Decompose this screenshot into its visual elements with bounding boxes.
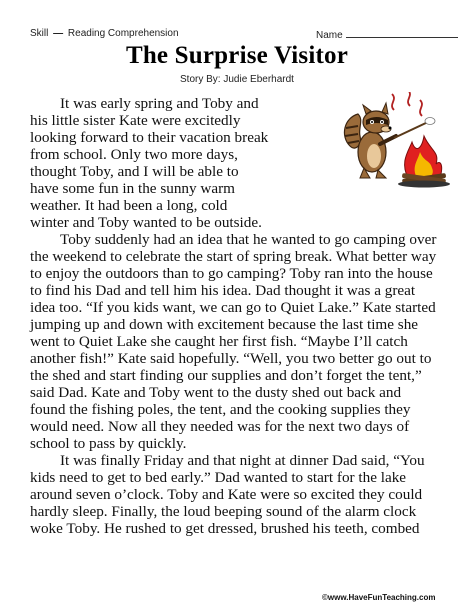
story-line: went to Quiet Lake she caught her first fish. “Maybe I’ll catch [30, 333, 408, 350]
story-line: winter and Toby wanted to be outside. [30, 214, 262, 231]
name-blank-line[interactable] [346, 28, 458, 38]
story-line: would need. Now all they needed was for the next two days of [30, 418, 410, 435]
story-line: another fish!” Kate said hopefully. “Well, you two better go out to [30, 350, 432, 367]
site-credit: ©www.HaveFunTeaching.com [322, 593, 436, 602]
story-line: said Dad. Kate and Toby went to the dusty shed out back and [30, 384, 402, 401]
skill-value: Reading Comprehension [67, 28, 179, 39]
story-line: idea too. “If you kids want, we can go to Quiet Lake.” Kate started [30, 299, 436, 316]
story-title: The Surprise Visitor [125, 42, 349, 69]
story-line: jumping up and down with excitement because the last time she [30, 316, 419, 333]
story-line: looking forward to their vacation break [30, 129, 269, 146]
story-line: It was early spring and Toby and [60, 95, 259, 112]
campfire-icon [398, 136, 450, 188]
story-line: the shed and start finding our supplies and don’t forget the tent,” [30, 367, 422, 384]
story-line: around seven o’clock. Toby and Kate were so excited they could [30, 486, 423, 503]
story-line: from school. Only two more days, [30, 146, 238, 163]
skill-label: Skill [30, 28, 49, 39]
story-line: his little sister Kate were excitedly [30, 112, 241, 129]
story-line: thought Toby, and I will be able to [30, 163, 239, 180]
story-line: hardly sleep. Finally, the loud beeping sound of the alarm clock [30, 503, 417, 520]
story-line: school to pass by quickly. [30, 435, 187, 452]
smoke-icon [392, 92, 422, 116]
name-field [316, 28, 458, 41]
story-line: weather. It had been a long, cold [30, 197, 228, 214]
skill-label-row [30, 28, 179, 39]
raccoon-campfire-illustration [336, 92, 454, 188]
story-line: found the fishing poles, the tent, and the cooking supplies they [30, 401, 411, 418]
story-line: Toby suddenly had an idea that he wanted to go camping over [60, 231, 437, 248]
story-line: woke Toby. He rushed to get dressed, brushed his teeth, combed [30, 520, 420, 537]
story-line: to find his Dad and tell him his idea. Dad thought it was a great [30, 282, 416, 299]
story-byline: Story By: Judie Eberhardt [180, 74, 294, 85]
skill-dash: — [53, 28, 64, 39]
story-line: have some fun in the sunny warm [30, 180, 235, 197]
story-line: It was finally Friday and that night at dinner Dad said, “You [60, 452, 425, 469]
story-line: to enjoy the outdoors than to go camping? Toby ran into the house [30, 265, 433, 282]
name-label: Name [316, 30, 343, 41]
story-line: the weekend to celebrate the start of spring break. What better way [30, 248, 437, 265]
story-line: kids need to get to bed early.” Dad wanted to start for the lake [30, 469, 407, 486]
